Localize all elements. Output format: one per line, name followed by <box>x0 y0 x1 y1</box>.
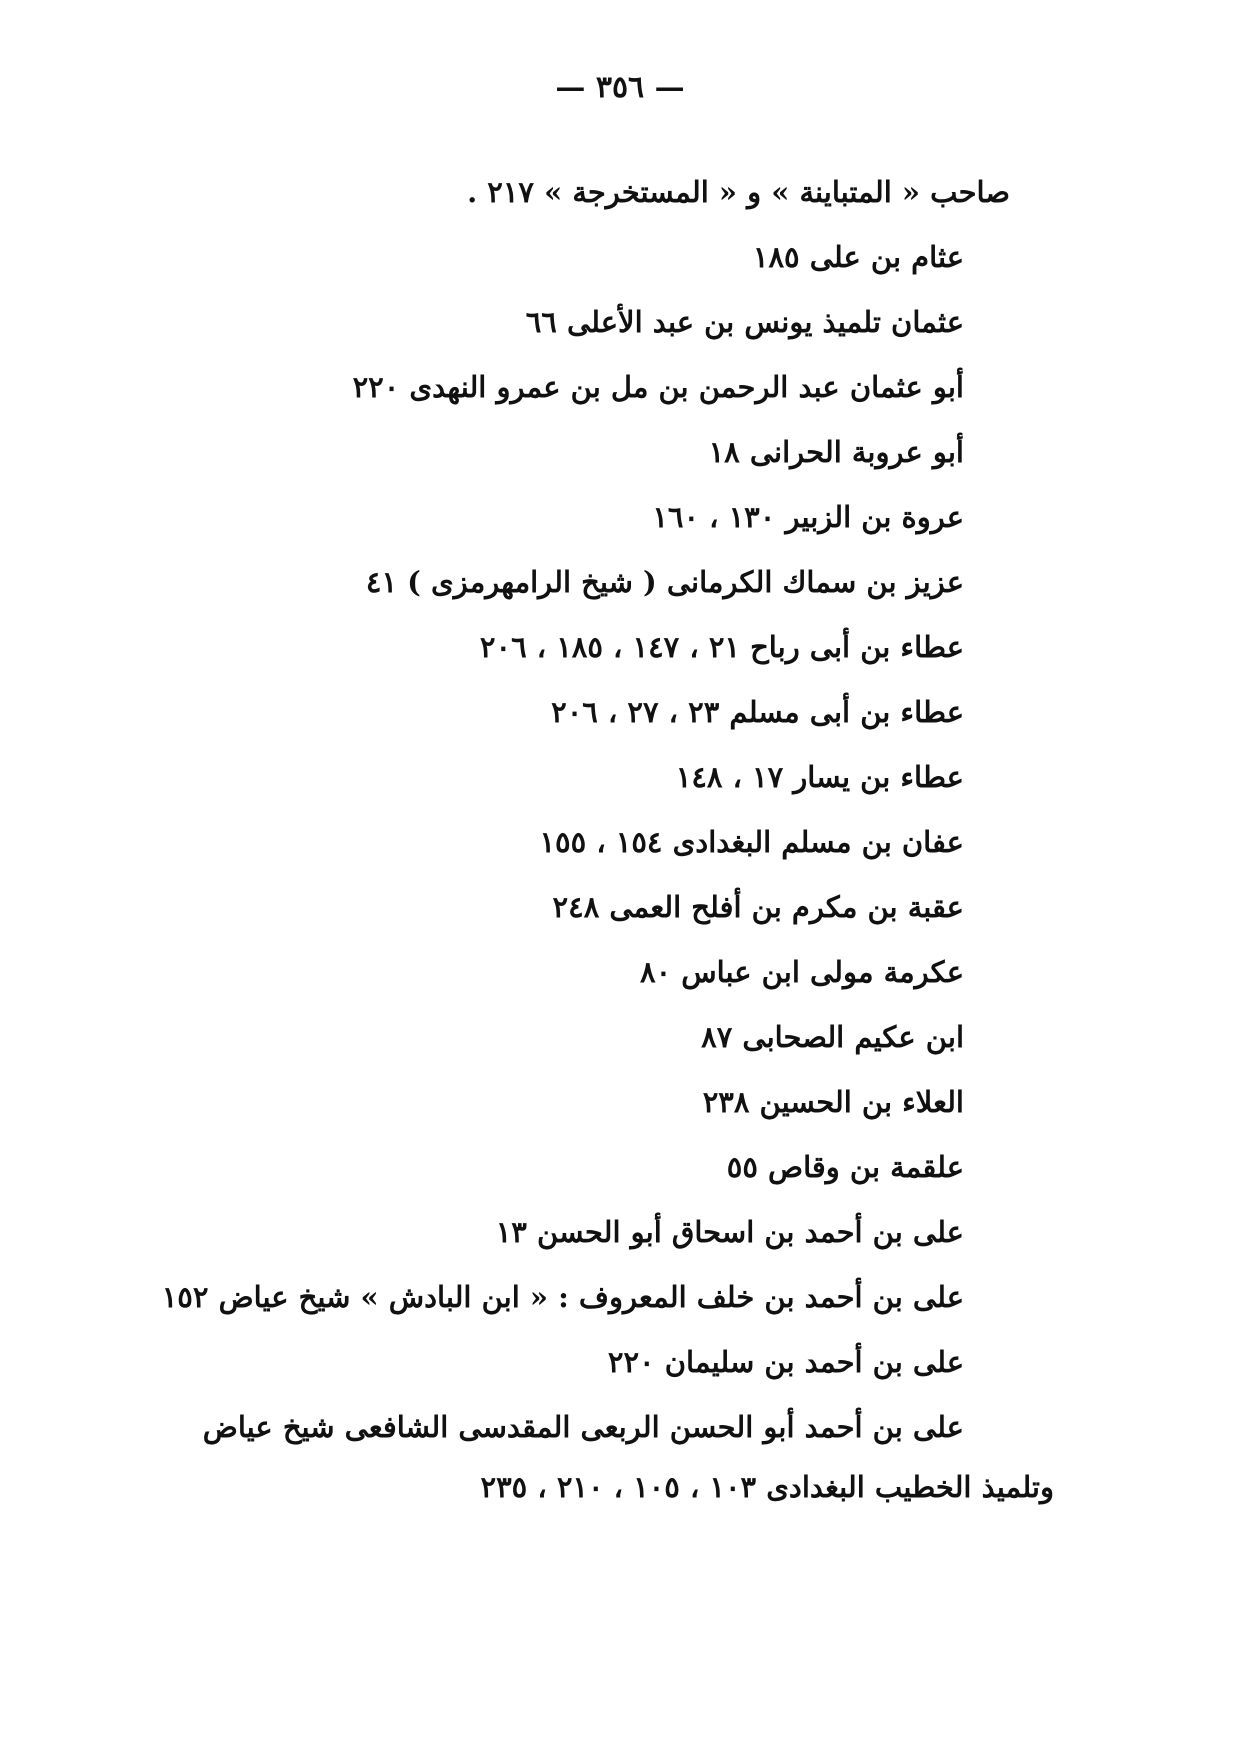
index-entry: العلاء بن الحسين ٢٣٨ <box>702 1085 964 1119</box>
index-entry: عزيز بن سماك الكرمانى ( شيخ الرامهرمزى ) ٤١ <box>365 565 964 599</box>
index-entry: عثام بن على ١٨٥ <box>752 240 964 274</box>
index-entry: عروة بن الزبير ١٣٠ ، ١٦٠ <box>652 500 964 534</box>
index-entry: عطاء بن يسار ١٧ ، ١٤٨ <box>675 760 964 794</box>
index-entry: وتلميذ الخطيب البغدادى ١٠٣ ، ١٠٥ ، ٢١٠ ، ٢٣٥ <box>480 1470 1054 1504</box>
index-entry: علقمة بن وقاص ٥٥ <box>726 1150 964 1184</box>
index-entry: عكرمة مولى ابن عباس ٨٠ <box>640 955 964 989</box>
index-entry: عقبة بن مكرم بن أفلح العمى ٢٤٨ <box>552 890 964 924</box>
index-entry: أبو عروبة الحرانى ١٨ <box>708 435 964 469</box>
index-entry: على بن أحمد بن سليمان ٢٢٠ <box>607 1345 964 1379</box>
page-number: — ٣٥٦ — <box>555 70 685 105</box>
index-entry: على بن أحمد بن اسحاق أبو الحسن ١٣ <box>495 1215 964 1249</box>
index-entry: عفان بن مسلم البغدادى ١٥٤ ، ١٥٥ <box>539 825 964 859</box>
index-entry: صاحب « المتباينة » و « المستخرجة » ٢١٧ . <box>467 175 1010 209</box>
index-entry: ابن عكيم الصحابى ٨٧ <box>701 1020 964 1054</box>
index-entry: على بن أحمد أبو الحسن الربعى المقدسى الشافعى شيخ عياض <box>202 1410 964 1444</box>
index-entry: على بن أحمد بن خلف المعروف : « ابن البادش » شيخ عياض ١٥٢ <box>161 1280 964 1314</box>
index-entry: عطاء بن أبى مسلم ٢٣ ، ٢٧ ، ٢٠٦ <box>551 695 964 729</box>
index-entry: أبو عثمان عبد الرحمن بن مل بن عمرو النهدى ٢٢٠ <box>352 370 964 404</box>
index-entry: عثمان تلميذ يونس بن عبد الأعلى ٦٦ <box>525 305 964 339</box>
index-entry: عطاء بن أبى رباح ٢١ ، ١٤٧ ، ١٨٥ ، ٢٠٦ <box>479 630 964 664</box>
